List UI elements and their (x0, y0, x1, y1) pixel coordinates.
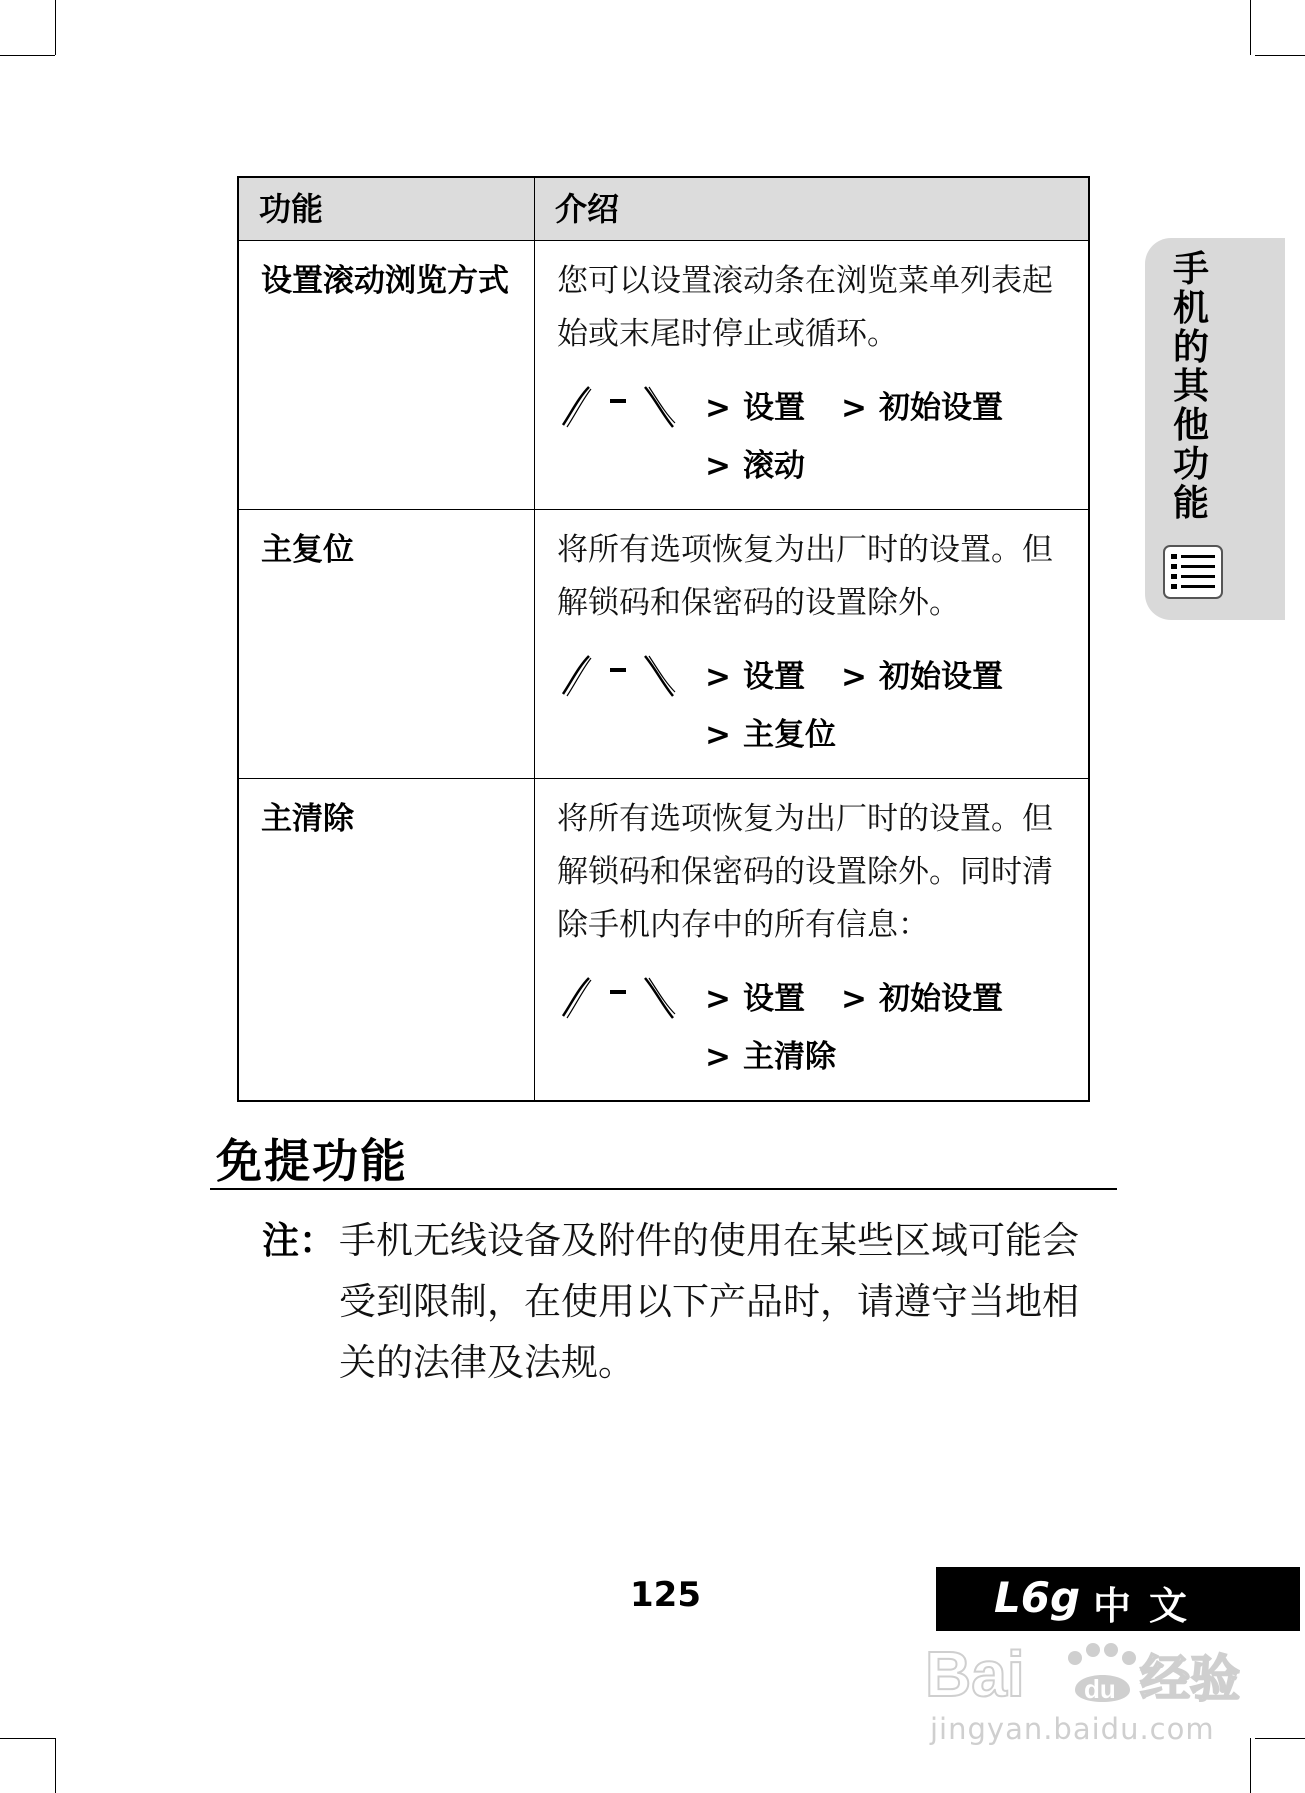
menu-list-icon (1163, 545, 1225, 605)
path-separator: > (705, 659, 731, 695)
function-description: 您可以设置滚动条在浏览菜单列表起始或末尾时停止或循环。 (557, 263, 1053, 352)
softkey-center-icon (557, 379, 705, 495)
path-separator: > (841, 659, 867, 695)
path-step: 设置 (743, 659, 805, 695)
function-name: 设置滚动浏览方式 (238, 241, 535, 510)
crop-mark (55, 0, 56, 55)
table-header-row (238, 177, 1089, 241)
svg-text:Bai: Bai (925, 1638, 1025, 1710)
path-step: 滚动 (743, 448, 805, 484)
function-table (237, 176, 1090, 1102)
crop-mark (1255, 55, 1305, 56)
path-step: 设置 (743, 390, 805, 426)
crop-mark (55, 1738, 56, 1793)
column-header-description: 介绍 (535, 177, 1090, 241)
crop-mark (0, 1738, 55, 1739)
function-name: 主复位 (238, 510, 535, 779)
crop-mark (1250, 1738, 1251, 1793)
menu-path (557, 970, 1068, 1086)
path-step: 主复位 (743, 717, 836, 753)
path-separator: > (705, 981, 731, 1017)
crop-mark (1255, 1738, 1305, 1739)
baidu-watermark-logo (925, 1628, 1285, 1722)
footer-language: 中文 (1093, 1584, 1206, 1628)
table-row (238, 241, 1089, 510)
function-description-cell (535, 241, 1090, 510)
crop-mark (0, 55, 55, 56)
svg-text:经验: 经验 (1140, 1650, 1240, 1708)
softkey-center-icon (557, 648, 705, 764)
function-name: 主清除 (238, 779, 535, 1102)
crop-mark (1250, 0, 1251, 55)
softkey-center-icon (557, 970, 705, 1086)
page-number: 125 (630, 1575, 701, 1615)
table-row (238, 510, 1089, 779)
path-separator: > (705, 390, 731, 426)
table-row (238, 779, 1089, 1102)
path-separator: > (705, 1039, 731, 1075)
note-text: 手机无线设备及附件的使用在某些区域可能会 受到限制，在使用以下产品时，请遵守当地相 关的法律及法规。 (339, 1219, 1079, 1384)
footer-model: L6g (994, 1573, 1081, 1622)
path-step: 初始设置 (879, 981, 1003, 1017)
function-description: 将所有选项恢复为出厂时的设置。但解锁码和保密码的设置除外。同时清除手机内存中的所有信息： (557, 801, 1053, 943)
chapter-tab-label: 手机的其他功能 (1172, 248, 1209, 524)
path-step: 初始设置 (879, 659, 1003, 695)
menu-path (557, 648, 1068, 764)
path-step: 设置 (743, 981, 805, 1017)
function-description-cell (535, 510, 1090, 779)
column-header-function: 功能 (238, 177, 535, 241)
path-step: 初始设置 (879, 390, 1003, 426)
watermark-url: jingyan.baidu.com (930, 1712, 1215, 1746)
path-separator: > (705, 448, 731, 484)
note-label: 注： (262, 1219, 336, 1262)
path-separator: > (705, 717, 731, 753)
section-divider (210, 1188, 1117, 1190)
section-title: 免提功能 (216, 1134, 408, 1188)
svg-text:du: du (1084, 1674, 1116, 1704)
menu-path (557, 379, 1068, 495)
path-separator: > (841, 390, 867, 426)
path-step: 主清除 (743, 1039, 836, 1075)
function-description: 将所有选项恢复为出厂时的设置。但解锁码和保密码的设置除外。 (557, 532, 1053, 621)
function-description-cell (535, 779, 1090, 1102)
path-separator: > (841, 981, 867, 1017)
